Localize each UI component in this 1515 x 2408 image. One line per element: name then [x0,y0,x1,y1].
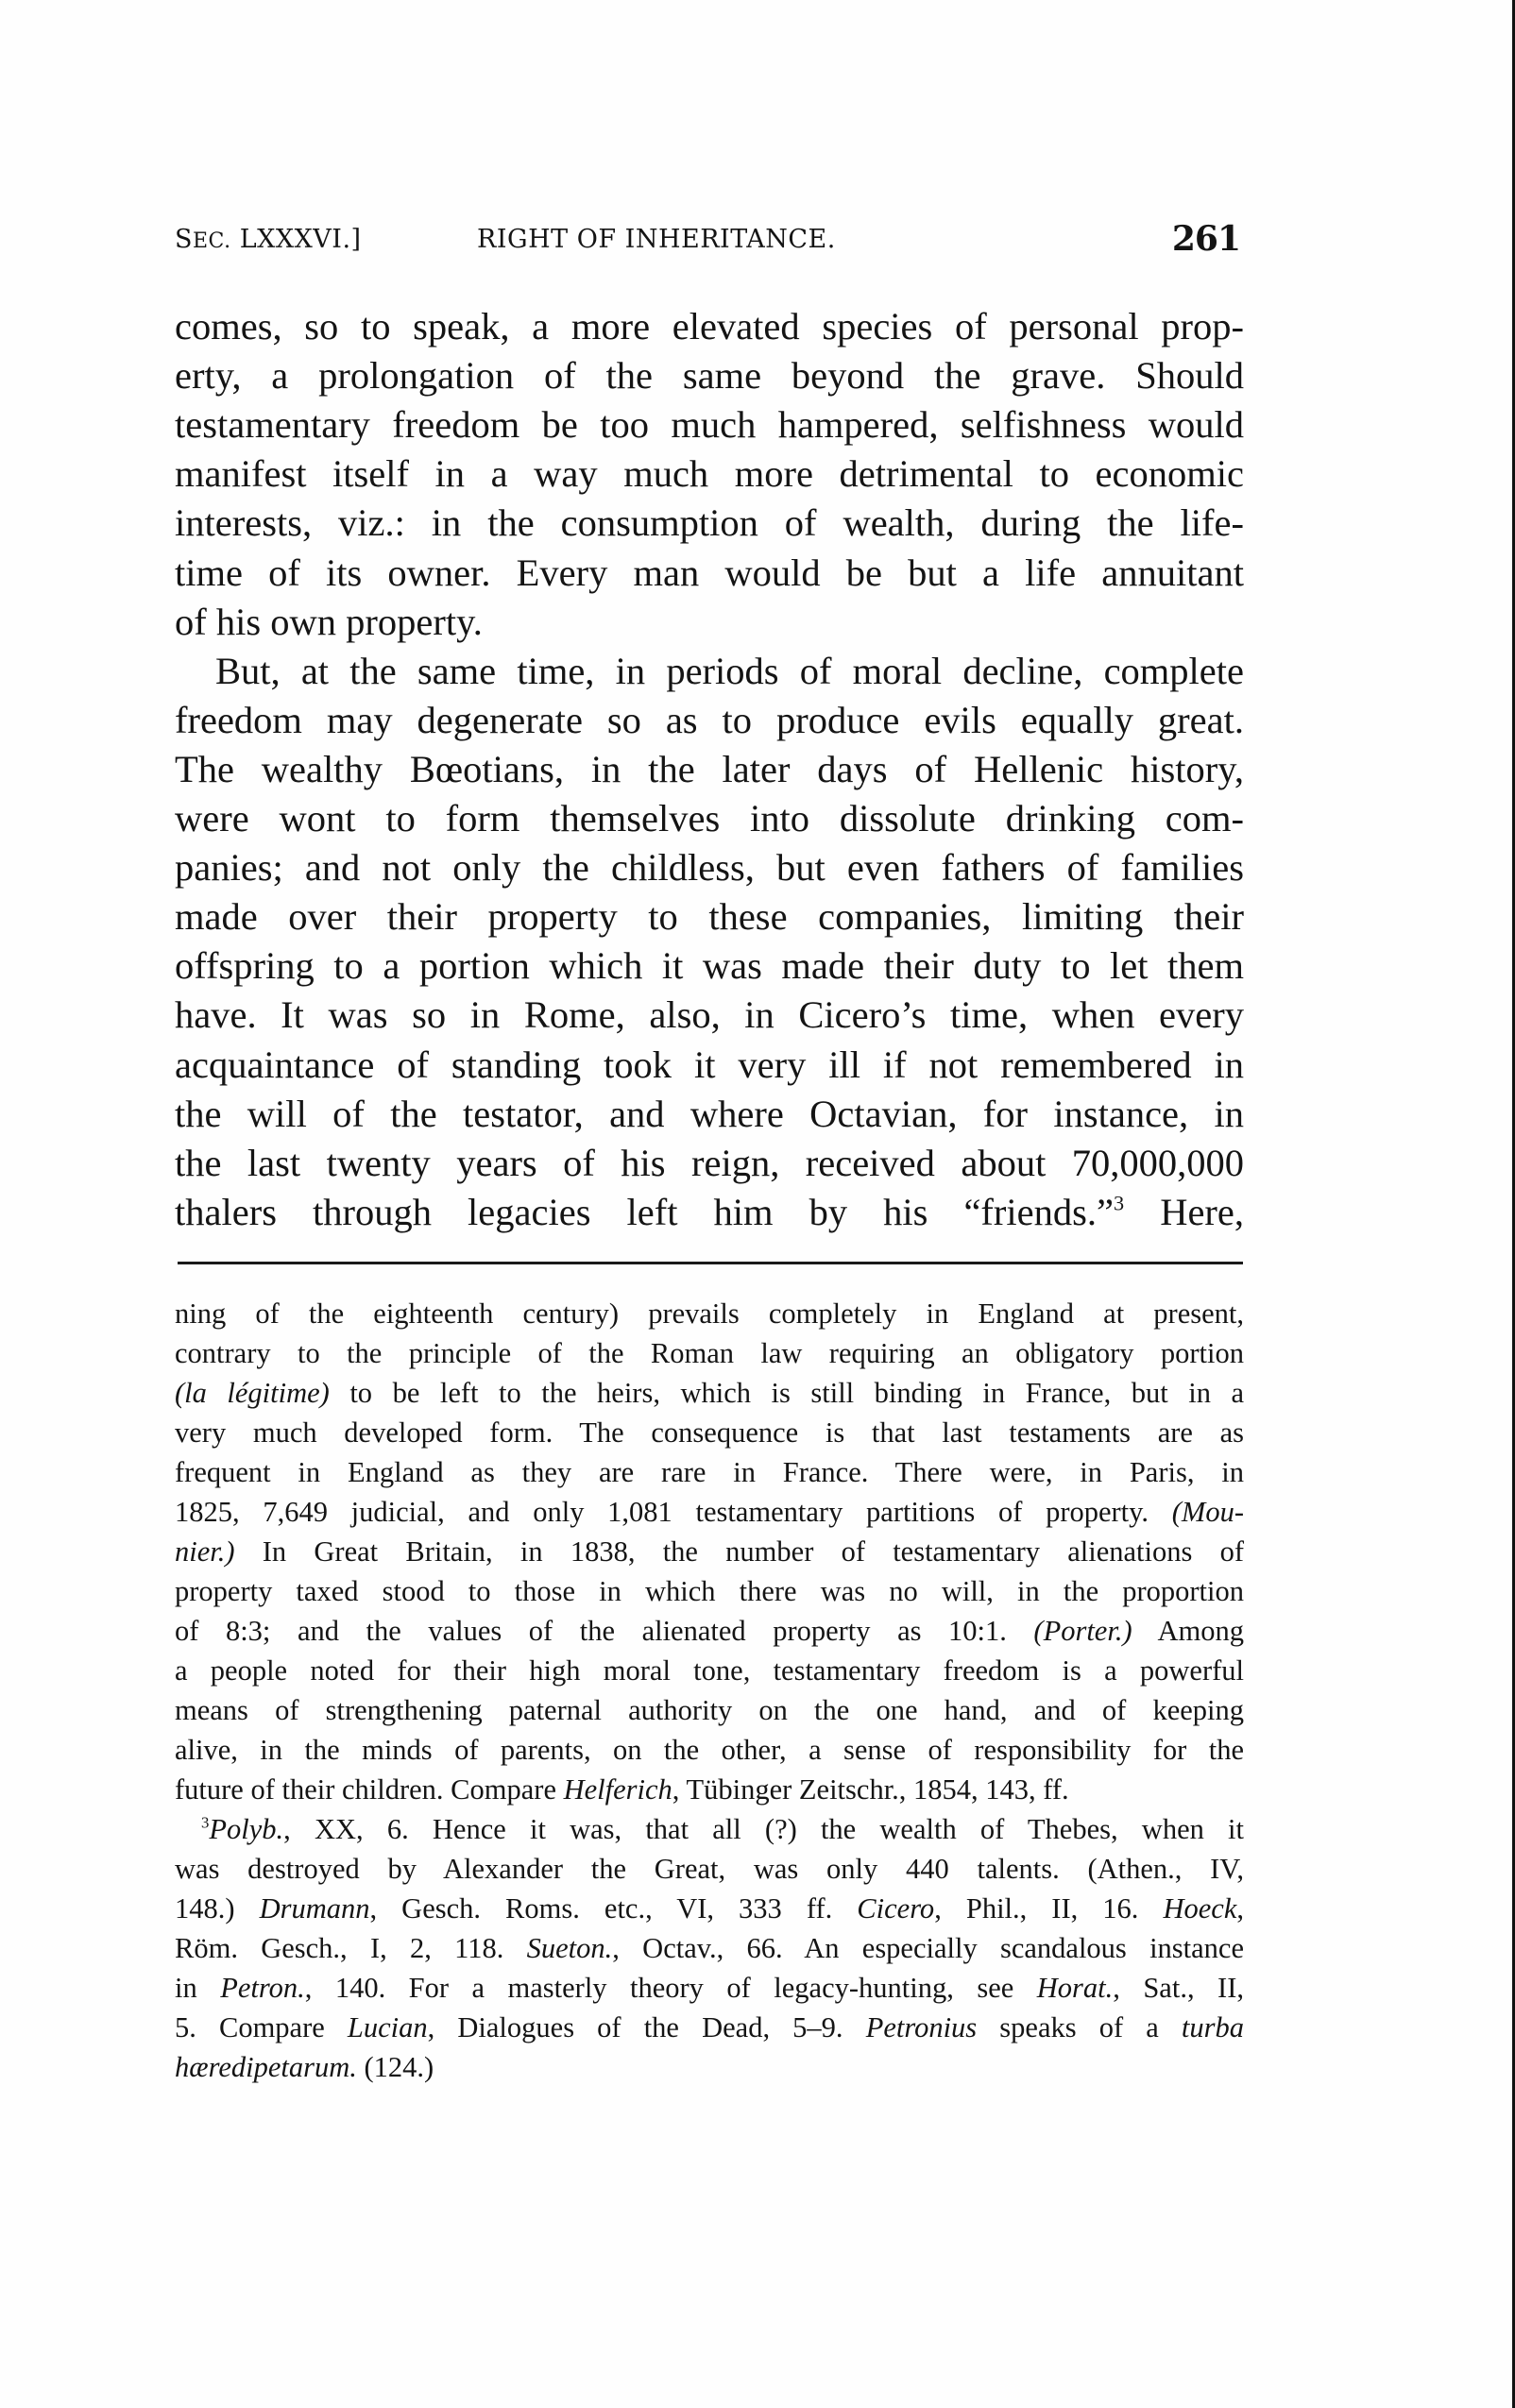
text-line: acquaintance of standing took it very ill if not remembered in [175,1043,1244,1086]
text-line: freedom may degenerate so as to produce evils equally great. [175,698,1244,741]
footnote-line [201,1809,1244,1849]
section-label-initial: S [175,225,193,254]
text-span: (124.) [356,2051,434,2083]
text-span: , 140. For a masterly theory of legacy-hunting, see [304,1972,1037,2004]
text-span: Here, [1124,1190,1245,1233]
running-head [175,219,1244,261]
footnote-line [175,1928,1244,1968]
text-span: to be left to the heirs, which is still binding in France, but in a [329,1377,1244,1409]
footnote-line [175,2047,1244,2087]
text-line: erty, a prolongation of the same beyond the grave. Should [175,354,1244,398]
italic-citation: Hoeck [1163,1892,1237,1925]
italic-citation: Horat. [1036,1972,1114,2004]
text-line: the last twenty years of his reign, received about 70,000,000 [175,1141,1244,1184]
text-span: alive, in the minds of parents, on the other, a sense of responsibility for the [175,1734,1244,1766]
italic-citation: Petron. [220,1972,305,2004]
text-span: Among [1132,1615,1244,1647]
italic-citation: (Mou- [1171,1496,1244,1528]
footnote-line [175,1690,1244,1730]
footnote-line [175,1492,1244,1532]
text-span: in [175,1972,221,2004]
text-span: , Sat., II, [1113,1972,1244,2004]
text-span: frequent in England as they are rare in France. There were, in Paris, in [175,1456,1244,1488]
text-span: speaks of a [977,2011,1182,2043]
text-span: thalers through legacies left him by his “friends.” [175,1190,1114,1233]
italic-citation: nier.) [175,1535,235,1568]
text-line: were wont to form themselves into dissolute drinking com- [175,797,1244,839]
footnote-reference[interactable]: 3 [1114,1191,1125,1215]
text-span: was destroyed by Alexander the Great, was only 440 talents. (Athen., IV, [175,1853,1244,1885]
italic-citation: (Porter.) [1033,1615,1132,1647]
chapter-title: RIGHT OF INHERITANCE. [477,225,836,254]
footnote-line [175,1373,1244,1413]
text-span: contrary to the principle of the Roman law requiring an obligatory portion [175,1337,1244,1369]
footnote-line [175,1849,1244,1889]
footnote-line [175,1413,1244,1452]
text-line: But, at the same time, in periods of moral decline, complete [215,649,1244,692]
text-line: have. It was so in Rome, also, in Cicero’s time, when every [175,993,1244,1037]
text-span: 1825, 7,649 judicial, and only 1,081 testamentary partitions of property. [175,1496,1172,1528]
text-span: , Octav., 66. An especially scandalous instance [612,1932,1244,1964]
footnote-line [175,1294,1244,1333]
italic-citation: Helferich [563,1773,672,1806]
text-span: , Dialogues of the Dead, 5–9. [427,2011,866,2043]
footnote-line [175,1611,1244,1651]
italic-citation: Drumann [259,1892,370,1925]
text-line: manifest itself in a way much more detrimental to economic [175,452,1244,496]
text-span: Röm. Gesch., I, 2, 118. [175,1932,527,1964]
text-span: a people noted for their high moral tone, testamentary freedom is a powerful [175,1654,1244,1687]
text-span: very much developed form. The consequence is that last testaments are as [175,1416,1244,1449]
text-line: testamentary freedom be too much hampered, selfishness would [175,403,1244,447]
text-span: , [1236,1892,1244,1925]
text-span: ning of the eighteenth century) prevails completely in England at present, [175,1297,1244,1330]
text-line: of his own property. [175,600,483,643]
section-label-smallcaps: EC. [193,229,231,253]
text-line: comes, so to speak, a more elevated species of personal prop- [175,305,1244,348]
text-span: means of strengthening paternal authority on the one hand, and of keeping [175,1694,1244,1726]
footnote-line [175,2008,1244,2047]
text-span: property taxed stood to those in which there was no will, in the proportion [175,1575,1244,1607]
text-span: of 8:3; and the values of the alienated property as 10:1. [175,1615,1034,1647]
text-span: , XX, 6. Hence it was, that all (?) the wealth of Thebes, when it [283,1813,1244,1845]
text-span: 148.) [175,1892,260,1925]
italic-citation: Lucian [347,2011,428,2043]
text-line: time of its owner. Every man would be but a life annuitant [175,551,1244,594]
text-line: made over their property to these companies, limiting their [175,895,1244,939]
section-number: LXXXVI.] [230,225,362,254]
footnote-line [175,1770,1244,1809]
text-span: In Great Britain, in 1838, the number of testamentary alienations of [234,1535,1244,1568]
footnote-line [175,1532,1244,1571]
italic-citation: Sueton. [526,1932,613,1964]
text-line: panies; and not only the childless, but even fathers of families [175,846,1244,890]
italic-citation: Polyb. [209,1813,284,1845]
text-span: , Tübinger Zeitschr., 1854, 143, ff. [672,1773,1069,1806]
footnote-line [175,1452,1244,1492]
footnote-line [175,1730,1244,1770]
text-span: , Phil., II, 16. [934,1892,1164,1925]
section-label [175,225,362,254]
italic-citation: (la légitime) [175,1377,330,1409]
text-line: The wealthy Bœotians, in the later days of Hellenic history, [175,747,1244,790]
footnote-line [175,1968,1244,2008]
footnote-number: 3 [201,1813,210,1832]
italic-citation: Cicero [857,1892,935,1925]
footnote-line [175,1651,1244,1690]
text-line: interests, viz.: in the consumption of wealth, during the life- [175,501,1244,545]
text-line [175,1188,1244,1237]
text-span: 5. Compare [175,2011,348,2043]
footnote-line [175,1889,1244,1928]
italic-citation: hæredipetarum. [175,2051,357,2083]
footnote-line [175,1571,1244,1611]
footnote-separator-rule [178,1262,1243,1264]
text-line: the will of the testator, and where Octavian, for instance, in [175,1092,1244,1135]
page-number: 261 [1171,219,1240,259]
footnote-line [175,1333,1244,1373]
text-span: future of their children. Compare [175,1773,564,1806]
italic-citation: Petronius [865,2011,978,2043]
text-span: , Gesch. Roms. etc., VI, 333 ff. [369,1892,858,1925]
italic-citation: turba [1181,2011,1244,2043]
text-line: offspring to a portion which it was made their duty to let them [175,944,1244,988]
